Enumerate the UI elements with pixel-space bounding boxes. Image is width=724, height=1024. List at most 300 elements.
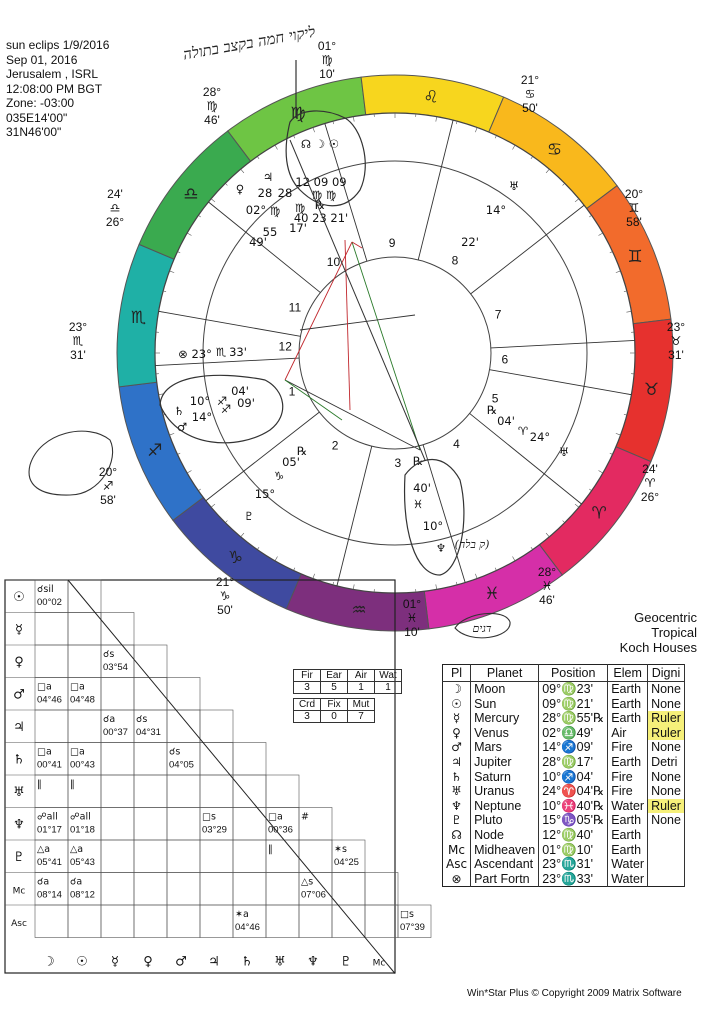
planet-element-cell: Earth <box>608 697 648 712</box>
cusp-sign-glyph: ♍ <box>206 99 218 113</box>
planet-glyph-cell: ☉ <box>443 697 471 712</box>
aspect-orb: 05°43 <box>70 857 95 868</box>
mode-label: Mut <box>348 699 375 711</box>
planet-dignity-cell <box>648 872 685 887</box>
house-number: 1 <box>288 384 296 399</box>
column-header: Elem <box>608 665 648 682</box>
planet-element-cell: Earth <box>608 711 648 726</box>
handwritten-note: (ק בלה) <box>454 538 490 551</box>
zodiac-glyph: ♎ <box>183 184 199 205</box>
row-planet-glyph: ♇ <box>13 850 25 865</box>
column-planet-glyph: ☉ <box>76 954 88 970</box>
planet-label: ♅ <box>558 445 570 459</box>
cusp-minute: 58' <box>626 215 642 229</box>
aspect-symbol: ☌sil <box>37 584 54 595</box>
house-number: 10 <box>326 254 341 269</box>
aspect-cell <box>266 775 299 808</box>
house-number: 2 <box>331 438 339 453</box>
planet-label: ♀ <box>235 182 245 196</box>
planet-name-cell: Midheaven <box>471 843 539 858</box>
cusp-degree: 20° <box>98 465 118 479</box>
planet-position-cell: 24°♈04'℞ <box>539 784 608 799</box>
aspect-cell <box>68 580 101 613</box>
column-planet-glyph: ♇ <box>340 954 352 970</box>
aspect-cell <box>134 840 167 873</box>
cusp-degree: 28° <box>537 565 557 579</box>
aspect-symbol: ‖ <box>70 779 75 790</box>
column-planet-glyph: ♄ <box>241 954 253 970</box>
column-header: Planet <box>471 665 539 682</box>
aspect-orb: 03°29 <box>202 824 227 836</box>
table-row <box>443 784 685 799</box>
planet-glyph-cell: ♂ <box>443 740 471 755</box>
planet-label: ♐ <box>220 402 232 416</box>
aspect-orb: 05°41 <box>37 857 62 868</box>
cusp-degree: 24' <box>107 187 123 201</box>
row-planet-glyph: ♃ <box>13 720 25 735</box>
copyright-footer: Win*Star Plus © Copyright 2009 Matrix Software <box>467 988 682 999</box>
table-row <box>443 857 685 872</box>
planet-glyph-cell: ⊗ <box>443 872 471 887</box>
aspect-cell <box>101 808 134 841</box>
aspect-cell <box>101 905 134 938</box>
planet-dignity-cell: None <box>648 682 685 697</box>
table-row <box>443 872 685 887</box>
aspect-cell <box>68 645 101 678</box>
zodiac-glyph: ♒ <box>351 600 367 621</box>
aspect-orb: 04°25 <box>334 857 359 868</box>
aspect-symbol: ‖ <box>37 779 42 790</box>
zodiac-glyph: ♌ <box>423 87 439 108</box>
house-number: 7 <box>494 307 502 322</box>
aspect-cell <box>365 905 398 938</box>
planet-label: ♓ <box>412 497 424 511</box>
planet-label: ♃ <box>262 170 274 184</box>
aspect-cell <box>134 808 167 841</box>
column-planet-glyph: ☽ <box>43 954 55 970</box>
table-row <box>443 697 685 712</box>
planet-element-cell: Earth <box>608 682 648 697</box>
planet-label: ♇ <box>243 509 255 523</box>
cusp-sign-glyph: ♋ <box>524 87 536 101</box>
aspect-symbol: △a <box>37 844 51 855</box>
planet-position-cell: 02°♎49' <box>539 726 608 741</box>
planet-label: 04' <box>497 414 515 428</box>
aspect-cell <box>233 840 266 873</box>
mode-count-table <box>293 698 375 723</box>
aspect-orb: 00°37 <box>103 727 128 738</box>
aspect-cell <box>332 905 365 938</box>
planet-label: ♅ <box>508 179 520 193</box>
planet-label: ♏ <box>215 345 227 359</box>
planet-element-cell: Water <box>608 857 648 872</box>
table-row <box>443 770 685 785</box>
planet-label: 28 <box>257 186 273 200</box>
planet-position-cell: 15°♑05'℞ <box>539 813 608 828</box>
planet-dignity-cell: None <box>648 784 685 799</box>
planet-label: ♍ ♍ <box>311 188 337 202</box>
cusp-degree: 20° <box>624 187 644 201</box>
cusp-minute: 10' <box>319 67 335 81</box>
zodiac-glyph: ♑ <box>227 548 244 569</box>
aspect-cell <box>101 873 134 906</box>
aspect-symbol: □s <box>400 909 414 920</box>
title-line: Geocentric <box>634 610 697 625</box>
column-header: Position <box>539 665 608 682</box>
zodiac-glyph: ♍ <box>290 103 306 124</box>
planet-glyph-cell: ☿ <box>443 711 471 726</box>
cusp-degree: 23° <box>68 320 88 334</box>
title-line: Koch Houses <box>619 640 697 655</box>
planet-label: ⊗ 23° <box>178 347 212 361</box>
planet-dignity-cell: Ruler <box>648 799 685 814</box>
header-line: Sep 01, 2016 <box>6 52 78 67</box>
planet-dignity-cell: Ruler <box>648 711 685 726</box>
planet-glyph-cell: Asc <box>443 857 471 872</box>
aspect-symbol: # <box>301 811 309 823</box>
aspect-symbol: ☍all <box>70 811 91 823</box>
aspect-orb: 01°18 <box>70 824 95 836</box>
zodiac-glyph: ♐ <box>147 441 163 462</box>
planet-element-cell: Fire <box>608 784 648 799</box>
house-number: 3 <box>394 455 402 470</box>
planet-element-cell: Earth <box>608 813 648 828</box>
planet-name-cell: Node <box>471 828 539 843</box>
planet-label: ♂ <box>176 420 188 434</box>
aspect-cell <box>101 743 134 776</box>
aspect-cell <box>35 710 68 743</box>
planet-element-cell: Fire <box>608 770 648 785</box>
aspect-cell <box>101 678 134 711</box>
cusp-degree: 01° <box>317 39 337 53</box>
table-row <box>443 755 685 770</box>
table-row <box>443 682 685 697</box>
element-label: Air <box>348 670 375 682</box>
zodiac-glyph: ♈ <box>591 503 607 524</box>
planet-glyph-cell: Mc <box>443 843 471 858</box>
planet-name-cell: Saturn <box>471 770 539 785</box>
row-planet-glyph: ♀ <box>14 655 24 670</box>
element-value: 1 <box>375 682 402 694</box>
cusp-minute: 26° <box>105 215 125 229</box>
planet-dignity-cell: None <box>648 813 685 828</box>
planet-label: ♑ <box>273 469 285 483</box>
cusp-minute: 50' <box>217 603 233 617</box>
aspect-orb: 00°41 <box>37 759 62 771</box>
planet-position-cell: 12°♍40' <box>539 828 608 843</box>
column-planet-glyph: ♀ <box>143 954 153 970</box>
cusp-sign-glyph: ♓ <box>406 611 418 625</box>
table-row <box>443 726 685 741</box>
table-row <box>443 828 685 843</box>
aspect-cell <box>200 905 233 938</box>
aspect-orb: 00°02 <box>37 597 62 608</box>
aspect-symbol: ☌s <box>103 649 115 660</box>
planet-name-cell: Mercury <box>471 711 539 726</box>
aspect-symbol: ✶s <box>334 844 347 855</box>
column-planet-glyph: Mc <box>372 958 386 969</box>
house-number: 8 <box>451 253 459 268</box>
aspect-orb: 04°31 <box>136 727 161 738</box>
aspect-orb: 04°48 <box>70 694 95 706</box>
aspect-orb: 01°17 <box>37 824 62 836</box>
planet-label: 40' <box>413 481 431 495</box>
table-header-row <box>443 665 685 682</box>
aspect-symbol: △s <box>301 876 314 888</box>
planet-label: ♍ <box>294 201 306 215</box>
element-value: 1 <box>348 682 375 694</box>
house-number: 12 <box>278 339 292 354</box>
element-value: 5 <box>321 682 348 694</box>
planet-element-cell: Air <box>608 726 648 741</box>
aspect-cell <box>167 905 200 938</box>
zodiac-glyph: ♊ <box>627 246 643 267</box>
cusp-sign-glyph: ♐ <box>102 479 114 493</box>
aspect-cell <box>101 775 134 808</box>
handwritten-note: דגים <box>472 622 492 635</box>
column-planet-glyph: ♅ <box>274 954 286 970</box>
row-planet-glyph: ☿ <box>15 622 23 638</box>
table-row <box>443 711 685 726</box>
planet-label: 40 23 21' <box>293 211 349 225</box>
header-line: sun eclips 1/9/2016 <box>6 38 110 52</box>
planet-position-cell: 14°♐09' <box>539 740 608 755</box>
house-system-title <box>605 610 697 655</box>
planet-glyph-cell: ♅ <box>443 784 471 799</box>
handwritten-note: ליקוי חמה בקצב בתולה <box>181 22 317 64</box>
planet-label: ℞ <box>314 198 326 212</box>
element-label: Ear <box>321 670 348 682</box>
aspect-cell <box>134 645 167 678</box>
table-row <box>443 843 685 858</box>
aspect-cell <box>332 873 365 906</box>
planet-glyph-cell: ♃ <box>443 755 471 770</box>
mode-label: Fix <box>321 699 348 711</box>
aspect-cell <box>167 710 200 743</box>
aspect-symbol: □a <box>70 681 85 693</box>
planet-label: 10° <box>422 519 444 533</box>
planet-name-cell: Part Fortn <box>471 872 539 887</box>
cusp-sign-glyph: ♈ <box>644 476 656 490</box>
aspect-cell <box>200 873 233 906</box>
row-planet-glyph: Asc <box>11 919 27 929</box>
planet-element-cell: Earth <box>608 843 648 858</box>
cusp-sign-glyph: ♓ <box>541 579 553 593</box>
planet-label: 55 <box>262 225 278 239</box>
planet-name-cell: Pluto <box>471 813 539 828</box>
cusp-sign-glyph: ♊ <box>628 201 640 215</box>
aspect-cell <box>233 873 266 906</box>
planet-label: ℞ <box>486 403 498 417</box>
aspect-symbol: ☍all <box>37 811 58 823</box>
planet-label: 14° <box>485 203 507 217</box>
planet-label: 09' <box>237 396 255 410</box>
mode-value: 0 <box>321 711 348 723</box>
planet-label: 17' <box>289 221 307 235</box>
aspect-symbol: □a <box>37 681 52 693</box>
aspect-cell <box>35 905 68 938</box>
planet-name-cell: Sun <box>471 697 539 712</box>
aspect-symbol: □s <box>202 811 216 823</box>
row-planet-glyph: ☉ <box>13 590 25 605</box>
planet-label: 14° <box>191 410 213 424</box>
cusp-degree: 21° <box>520 73 540 87</box>
planet-label: 28 <box>277 186 293 200</box>
planet-label: 24° <box>529 430 551 444</box>
cusp-degree: 01° <box>402 597 422 611</box>
planet-label: 15° <box>254 487 276 501</box>
aspect-orb: 00°43 <box>70 759 95 771</box>
cusp-minute: 46' <box>204 113 220 127</box>
column-planet-glyph: ☿ <box>111 954 119 970</box>
aspect-cell <box>299 905 332 938</box>
aspect-cell <box>266 873 299 906</box>
aspect-symbol: ☌s <box>136 714 148 725</box>
planet-position-cell: 23°♏31' <box>539 857 608 872</box>
element-value: 3 <box>294 682 321 694</box>
grid-diagonal <box>68 580 395 974</box>
planet-label: 33' <box>229 345 247 359</box>
column-planet-glyph: ♃ <box>208 954 220 970</box>
aspect-cell <box>134 775 167 808</box>
header-line: 12:08:00 PM BGT <box>6 81 103 96</box>
aspect-cell <box>134 873 167 906</box>
planet-label: 12 09 09 <box>295 175 347 189</box>
planet-position-cell: 23°♏33' <box>539 872 608 887</box>
aspect-symbol: ☌s <box>169 746 181 758</box>
house-number: 4 <box>453 437 460 452</box>
planet-name-cell: Ascendant <box>471 857 539 872</box>
cusp-sign-glyph: ♎ <box>109 201 121 215</box>
planet-label: 05' <box>282 455 300 469</box>
row-planet-glyph: ♅ <box>13 785 25 800</box>
aspect-orb: 04°46 <box>235 922 260 933</box>
zodiac-glyph: ♉ <box>643 380 660 401</box>
aspect-symbol: □a <box>70 746 85 758</box>
planet-dignity-cell: None <box>648 697 685 712</box>
header-line: Jerusalem , ISRL <box>6 67 99 81</box>
column-planet-glyph: ♆ <box>307 954 319 970</box>
header-line: Zone: -03:00 <box>6 96 75 110</box>
row-planet-glyph: ♆ <box>13 817 25 833</box>
aspect-cell <box>365 873 398 906</box>
planet-element-cell: Fire <box>608 740 648 755</box>
aspect-orb: 04°46 <box>37 694 62 706</box>
aspect-cell <box>101 840 134 873</box>
aspect-symbol: ‖ <box>268 844 273 855</box>
planet-dignity-cell: Detri <box>648 755 685 770</box>
planet-element-cell: Earth <box>608 755 648 770</box>
aspect-cell <box>167 808 200 841</box>
cusp-minute: 50' <box>522 101 538 115</box>
element-label: Wat <box>375 670 402 682</box>
aspect-cell <box>68 905 101 938</box>
aspect-cell <box>167 775 200 808</box>
planet-element-cell: Water <box>608 799 648 814</box>
planet-name-cell: Jupiter <box>471 755 539 770</box>
table-row <box>443 740 685 755</box>
planet-glyph-cell: ♆ <box>443 799 471 814</box>
aspect-cell <box>68 613 101 646</box>
zodiac-glyph: ♓ <box>484 584 500 605</box>
zodiac-glyph: ♏ <box>130 307 147 328</box>
aspect-symbol: □a <box>268 811 283 823</box>
aspect-cell <box>167 840 200 873</box>
planet-positions-table <box>442 664 685 887</box>
cusp-sign-glyph: ♏ <box>72 334 84 348</box>
planet-label: 10° <box>189 394 211 408</box>
cusp-degree: 23° <box>666 320 686 334</box>
planet-dignity-cell <box>648 857 685 872</box>
row-planet-glyph: ♄ <box>13 752 25 768</box>
aspect-symbol: ☌a <box>37 876 50 888</box>
aspect-cell <box>167 873 200 906</box>
aspect-symbol: ☌a <box>70 876 83 888</box>
table-row <box>443 799 685 814</box>
planet-dignity-cell: None <box>648 770 685 785</box>
element-label: Fir <box>294 670 321 682</box>
planet-label: 49' <box>249 235 267 249</box>
planet-position-cell: 28°♍55'℞ <box>539 711 608 726</box>
planet-name-cell: Mars <box>471 740 539 755</box>
cusp-degree: 28° <box>202 85 222 99</box>
cusp-minute: 46' <box>539 593 555 607</box>
row-planet-glyph: Mc <box>12 886 26 897</box>
planet-position-cell: 09°♍23' <box>539 682 608 697</box>
planet-label: ℞ <box>296 444 308 458</box>
aspect-orb: 03°54 <box>103 662 128 673</box>
element-count-table <box>293 669 402 694</box>
aspect-symbol: □a <box>37 746 52 758</box>
planet-position-cell: 10°♐04' <box>539 770 608 785</box>
planet-dignity-cell: None <box>648 740 685 755</box>
planet-position-cell: 01°♍10' <box>539 843 608 858</box>
planet-glyph-cell: ☊ <box>443 828 471 843</box>
table-row <box>443 813 685 828</box>
mode-value: 7 <box>348 711 375 723</box>
planet-name-cell: Moon <box>471 682 539 697</box>
aspect-cell <box>200 775 233 808</box>
planet-name-cell: Neptune <box>471 799 539 814</box>
planet-label: 22' <box>461 235 479 249</box>
column-header: Pl <box>443 665 471 682</box>
planet-label: ♆ <box>435 541 447 555</box>
title-line: Tropical <box>651 625 697 640</box>
column-header: Digni <box>648 665 685 682</box>
aspect-symbol: ✶a <box>235 909 249 920</box>
planet-label: ☊ ☽ ☉ <box>300 137 340 151</box>
planet-position-cell: 10°♓40'℞ <box>539 799 608 814</box>
planet-glyph-cell: ♀ <box>443 726 471 741</box>
planet-position-cell: 09°♍21' <box>539 697 608 712</box>
planet-glyph-cell: ♄ <box>443 770 471 785</box>
planet-label: ♐ <box>216 394 228 408</box>
cusp-minute: 58' <box>100 493 116 507</box>
aspect-cell <box>35 645 68 678</box>
aspect-cell <box>266 905 299 938</box>
aspect-orb: 08°12 <box>70 889 95 901</box>
house-number: 11 <box>288 300 302 315</box>
aspect-orb: 08°14 <box>37 889 62 901</box>
aspect-cell <box>35 613 68 646</box>
aspect-cell <box>299 840 332 873</box>
planet-dignity-cell <box>648 843 685 858</box>
planet-element-cell: Water <box>608 872 648 887</box>
cusp-minute: 10' <box>404 625 420 639</box>
cusp-minute: 31' <box>70 348 86 362</box>
aspect-orb: 04°05 <box>169 759 194 771</box>
cusp-sign-glyph: ♉ <box>670 334 682 348</box>
